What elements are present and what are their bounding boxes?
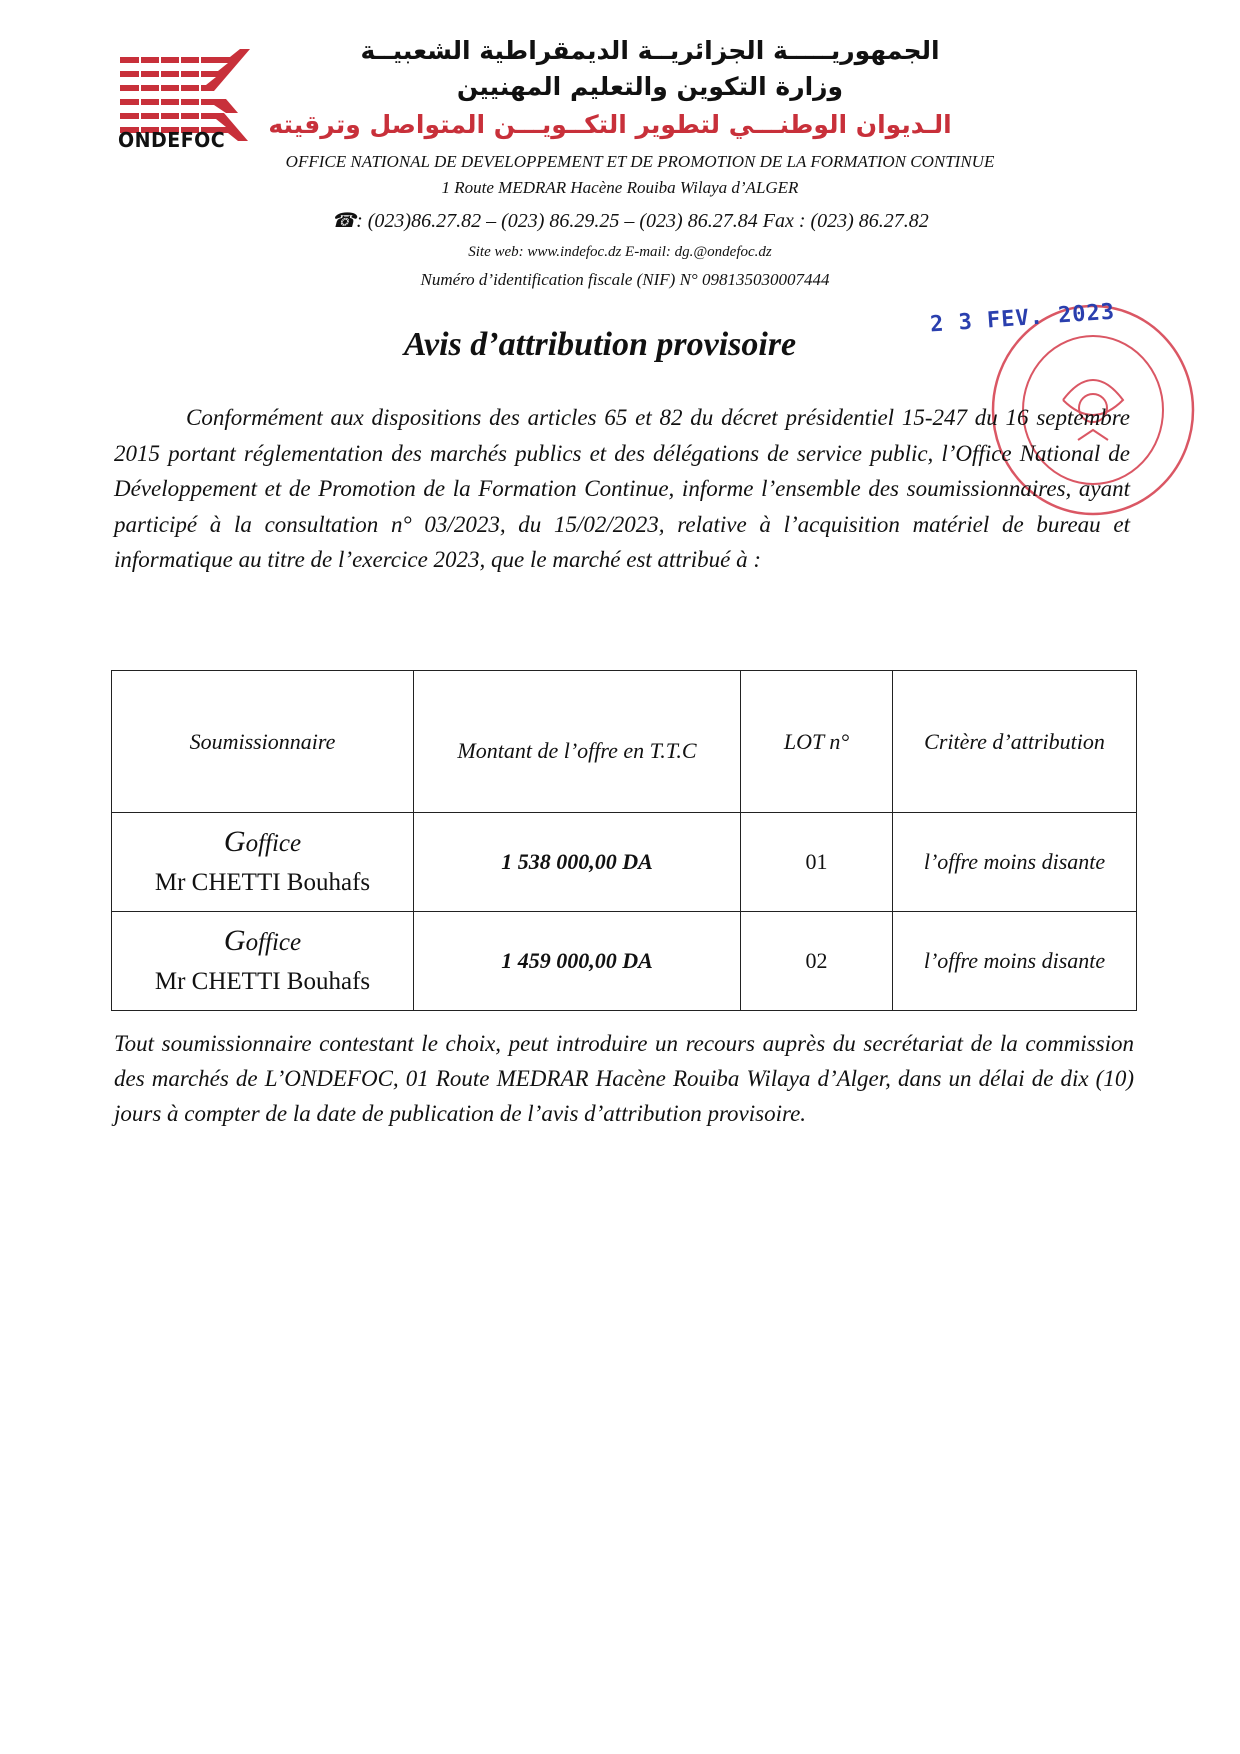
bidder-cell xyxy=(112,912,414,1011)
attribution-table xyxy=(111,670,1137,1011)
offer-amount: 1 459 000,00 DA xyxy=(414,912,741,1011)
ministry-name-arabic: وزارة التكوين والتعليم المهنيين xyxy=(456,72,844,101)
lot-number: 01 xyxy=(741,813,893,912)
office-address: 1 Route MEDRAR Hacène Rouiba Wilaya d’ALGER xyxy=(441,178,799,197)
appeal-notice: Tout soumissionnaire contestant le choix, peut introduire un recours auprès du secrétariat de la commission des marchés de L’ONDEFOC, 01 Route MEDRAR Hacène Rouiba Wilaya d’Alger, dans un délai de dix (10) jours à compter de la date de publication de l’avis d’attribution provisoire. xyxy=(114,1031,1134,1126)
bidder-cell xyxy=(112,813,414,912)
document-title: Avis d’attribution provisoire xyxy=(403,326,797,363)
date-stamp: 2 3 FEV. 2023 xyxy=(929,299,1116,338)
table-row xyxy=(112,912,1137,1011)
lot-number: 02 xyxy=(741,912,893,1011)
header-lot: LOT n° xyxy=(741,671,893,813)
bidder-person: Mr CHETTI Bouhafs xyxy=(154,869,371,896)
contact-phones: ☎: (023)86.27.82 – (023) 86.29.25 – (023) 86.27.84 Fax : (023) 86.27.82 xyxy=(331,210,929,232)
office-name: OFFICE NATIONAL DE DEVELOPPEMENT ET DE PROMOTION DE LA FORMATION CONTINUE xyxy=(285,152,995,171)
header-amount: Montant de l’offre en T.T.C xyxy=(414,671,741,813)
logo-text: ONDEFOC xyxy=(118,128,226,152)
table-header-row xyxy=(112,671,1137,813)
bidder-company: Goffice xyxy=(223,825,302,858)
header-criterion: Critère d’attribution xyxy=(893,671,1137,813)
bidder-person: Mr CHETTI Bouhafs xyxy=(154,968,371,995)
intro-paragraph: Conformément aux dispositions des articles 65 et 82 du décret présidentiel 15-247 du 16 septembre 2015 portant réglementation des marchés publics et des délégations de service public, l’Office National de Développement et de Promotion de la Formation Continue, informe l’ensemble des soumissionnaires, ayant participé à la consultation n° 03/2023, du 15/02/2023, relative à l’acquisition matériel de bureau et informatique au titre de l’exercice 2023, que le marché est attribué à : xyxy=(114,405,1130,572)
fiscal-id: Numéro d’identification fiscale (NIF) N° 098135030007444 xyxy=(420,270,830,289)
header-bidder: Soumissionnaire xyxy=(112,671,414,813)
table-row xyxy=(112,813,1137,912)
website-email: Site web: www.indefoc.dz E-mail: dg.@ondefoc.dz xyxy=(468,244,772,260)
office-name-arabic: الـديوان الوطنـــي لتطوير التكــويـــن المتواصل وترقيته xyxy=(268,110,952,139)
bidder-company: Goffice xyxy=(223,924,302,957)
republic-name-arabic: الجمهوريـــــة الجزائريــة الديمقراطية الشعبيــة xyxy=(360,36,940,65)
attribution-criterion: l’offre moins disante xyxy=(893,813,1137,912)
attribution-criterion: l’offre moins disante xyxy=(893,912,1137,1011)
offer-amount: 1 538 000,00 DA xyxy=(414,813,741,912)
